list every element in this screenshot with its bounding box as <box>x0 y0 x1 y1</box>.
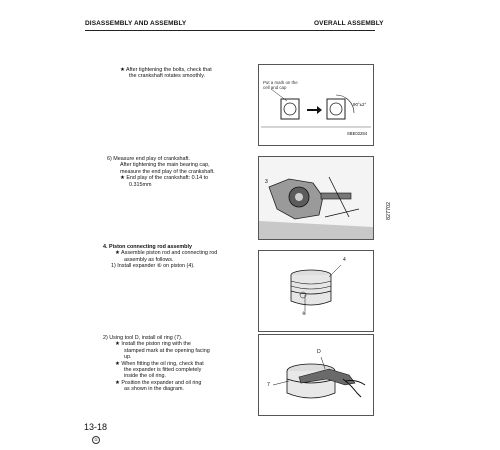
section4-line2: assembly as follows. <box>124 256 174 263</box>
star-bullet: ★ <box>120 67 125 73</box>
figure-main-bearing-cap <box>258 64 374 146</box>
crankshaft-gauge-diagram <box>259 157 373 239</box>
fig1-label-line2: cell and cap <box>263 85 287 90</box>
section-header-left: DISASSEMBLY AND ASSEMBLY <box>85 20 187 27</box>
step2-line8: ★ Position the expander and oil ring <box>115 379 202 386</box>
svg-text:3: 3 <box>265 179 268 185</box>
figure-oil-ring-install <box>258 334 374 416</box>
fig4-label-d: D <box>317 349 321 355</box>
step-b-line4: ★ End play of the crankshaft: 0.14 to <box>120 175 209 182</box>
step2-line7: inside the oil ring. <box>124 373 166 380</box>
section4-title: 4. Piston connecting rod assembly <box>103 244 192 250</box>
fig1-code: SBE02284 <box>347 131 368 136</box>
step-a-line2: the crankshaft rotates smoothly. <box>129 73 206 80</box>
side-reference-code: 827702 <box>386 202 392 220</box>
step2-line4: up. <box>124 354 132 361</box>
step-a-text <box>120 67 212 80</box>
step2-line9: as shown in the diagram. <box>124 386 184 393</box>
step2-line2: ★ Install the piston ring with the <box>115 341 191 348</box>
step2-line5: ★ When fitting the oil ring, check that <box>115 360 204 367</box>
fig3-label-6: ⑥ <box>302 311 307 317</box>
step2-line6: the expander is fitted completely <box>124 367 202 374</box>
piston-diagram <box>259 251 373 331</box>
step-b-line3: measure the end play of the crankshaft. <box>120 168 215 175</box>
fig4-label-7: 7 <box>267 382 270 388</box>
figure-piston-expander <box>258 250 374 332</box>
step-b-line2: After tightening the main bearing cap, <box>120 162 210 169</box>
step-b-line5: 0.315mm <box>129 181 152 188</box>
step-a-line1: After tightening the bolts, check that <box>126 67 212 73</box>
fig3-label-4: 4 <box>343 257 346 263</box>
fig1-label <box>263 80 298 90</box>
fig1-angle-label: 90°±2° <box>353 102 367 107</box>
step-b-text <box>107 156 215 188</box>
step2-line3: stamped mark at the opening facing <box>124 347 210 354</box>
section4-line1: ★ Assemble piston rod and connecting rod <box>115 250 218 257</box>
section-header-right: OVERALL ASSEMBLY <box>314 20 384 27</box>
step2-text <box>103 335 210 393</box>
fig1-label-line1: Put a mark on the <box>263 80 298 85</box>
section4-text <box>103 244 217 270</box>
page-sub-marker: ① <box>92 436 100 444</box>
figure-crankshaft-end-play <box>258 156 374 240</box>
page-number: 13-18 <box>84 422 108 432</box>
section4-line3: 1) Install expander ⑥ on piston (4). <box>111 263 195 270</box>
oil-ring-tool-diagram <box>259 335 373 415</box>
step2-line1: 2) Using tool D, install oil ring (7). <box>103 335 183 341</box>
header-rule <box>85 30 375 31</box>
step-b-line1: 6) Measure end play of crankshaft. <box>107 156 190 162</box>
